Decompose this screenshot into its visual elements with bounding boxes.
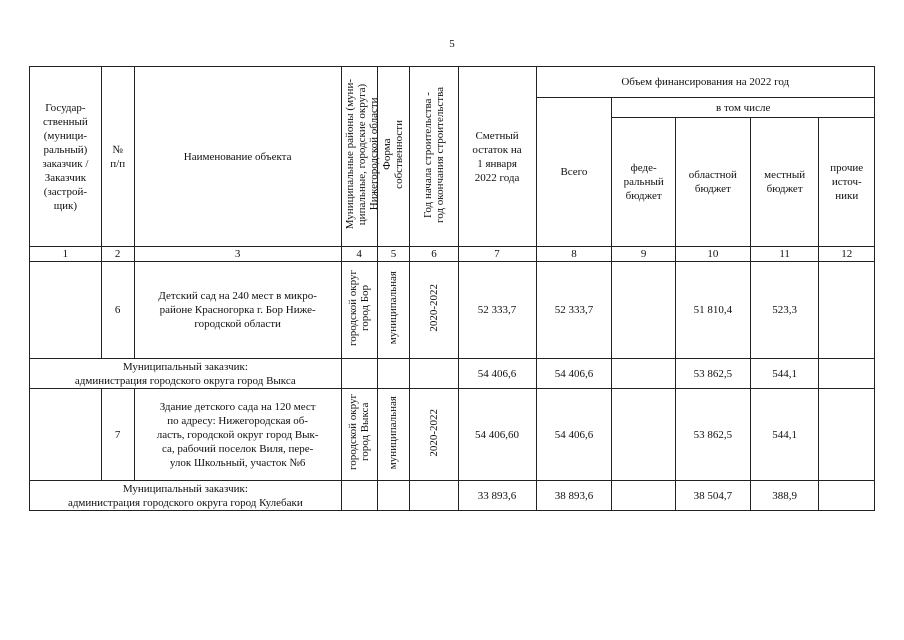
row-years: 2020-2022 <box>427 284 440 332</box>
summary-empty <box>341 359 377 389</box>
header-funding-title: Объем финансирования на 2022 год <box>536 67 875 98</box>
header-regional: областной бюджет <box>675 118 750 247</box>
row-ownership: муниципальная <box>387 395 400 470</box>
column-number: 10 <box>675 247 750 262</box>
column-number: 1 <box>30 247 102 262</box>
summary-total: 54 406,6 <box>536 359 612 389</box>
row-ownership-cell <box>377 389 410 481</box>
row-ownership: муниципальная <box>387 271 400 345</box>
summary-regional: 53 862,5 <box>675 359 750 389</box>
row-federal <box>612 389 676 481</box>
header-ownership: Форма собственности <box>381 120 406 189</box>
column-number: 12 <box>819 247 875 262</box>
header-including: в том числе <box>612 98 875 118</box>
header-balance: Сметный остаток на 1 января 2022 года <box>458 67 536 247</box>
row-customer <box>30 262 102 359</box>
page-number: 5 <box>449 38 455 50</box>
row-regional: 51 810,4 <box>675 262 750 359</box>
row-years-cell <box>410 262 458 359</box>
row-balance: 54 406,60 <box>458 389 536 481</box>
row-regional: 53 862,5 <box>675 389 750 481</box>
summary-balance: 54 406,6 <box>458 359 536 389</box>
column-number: 2 <box>101 247 134 262</box>
header-ownership-cell <box>377 67 410 247</box>
summary-other <box>819 481 875 511</box>
row-total: 54 406,6 <box>536 389 612 481</box>
column-number: 11 <box>750 247 819 262</box>
row-district-cell <box>341 389 377 481</box>
summary-customer-label: Муниципальный заказчик: администрация городского округа город Выкса <box>30 359 342 389</box>
summary-empty <box>377 359 410 389</box>
row-years-cell <box>410 389 458 481</box>
column-number: 5 <box>377 247 410 262</box>
header-number: № п/п <box>101 67 134 247</box>
row-federal <box>612 262 676 359</box>
row-local: 544,1 <box>750 389 819 481</box>
row-number: 6 <box>101 262 134 359</box>
header-federal: феде- ральный бюджет <box>612 118 676 247</box>
row-number: 7 <box>101 389 134 481</box>
row-other <box>819 262 875 359</box>
financing-table <box>29 66 875 511</box>
row-balance: 52 333,7 <box>458 262 536 359</box>
row-object-name: Здание детского сада на 120 мест по адресу: Нижегородская об- ласть, городской округ город Вык- са, рабочий поселок Виля, пере- улок Школьный, участок №6 <box>134 389 341 481</box>
header-districts: Муниципальные районы (муни- ципальные, городские округа) Нижегородской области <box>343 79 380 230</box>
summary-empty <box>410 359 458 389</box>
summary-row <box>30 359 875 389</box>
header-row-1 <box>30 67 875 98</box>
table-row <box>30 262 875 359</box>
header-other: прочие источ- ники <box>819 118 875 247</box>
row-ownership-cell <box>377 262 410 359</box>
column-number: 9 <box>612 247 676 262</box>
row-years: 2020-2022 <box>427 408 440 457</box>
row-customer <box>30 389 102 481</box>
column-number: 3 <box>134 247 341 262</box>
row-district: городской округ город Выкса <box>347 394 372 471</box>
summary-federal <box>612 359 676 389</box>
header-customer: Государ- ственный (муници- pальный) заказчик / Заказчик (застрой- щик) <box>30 67 102 247</box>
summary-local: 544,1 <box>750 359 819 389</box>
header-districts-cell <box>341 67 380 247</box>
row-district-cell <box>341 262 377 359</box>
summary-regional: 38 504,7 <box>675 481 750 511</box>
row-object-name: Детский сад на 240 мест в микро- районе Красногорка г. Бор Ниже- городской области <box>134 262 341 359</box>
row-other <box>819 389 875 481</box>
column-number: 7 <box>458 247 536 262</box>
header-local: местный бюджет <box>750 118 819 247</box>
row-total: 52 333,7 <box>536 262 612 359</box>
summary-other <box>819 359 875 389</box>
summary-federal <box>612 481 676 511</box>
summary-empty <box>377 481 410 511</box>
row-district: городской округ город Бор <box>347 269 372 347</box>
column-numbers-row <box>30 247 875 262</box>
row-local: 523,3 <box>750 262 819 359</box>
summary-total: 38 893,6 <box>536 481 612 511</box>
header-total: Всего <box>536 98 612 247</box>
summary-customer-label: Муниципальный заказчик: администрация городского округа город Кулебаки <box>30 481 342 511</box>
table-row <box>30 389 875 481</box>
column-number: 8 <box>536 247 612 262</box>
header-years: Год начала строительства - год окончания строительства <box>421 86 446 223</box>
header-years-cell <box>410 67 458 247</box>
column-number: 4 <box>341 247 377 262</box>
header-object-name: Наименование объекта <box>134 67 341 247</box>
column-number: 6 <box>410 247 458 262</box>
summary-local: 388,9 <box>750 481 819 511</box>
summary-empty <box>341 481 377 511</box>
summary-empty <box>410 481 458 511</box>
summary-row <box>30 481 875 511</box>
summary-balance: 33 893,6 <box>458 481 536 511</box>
